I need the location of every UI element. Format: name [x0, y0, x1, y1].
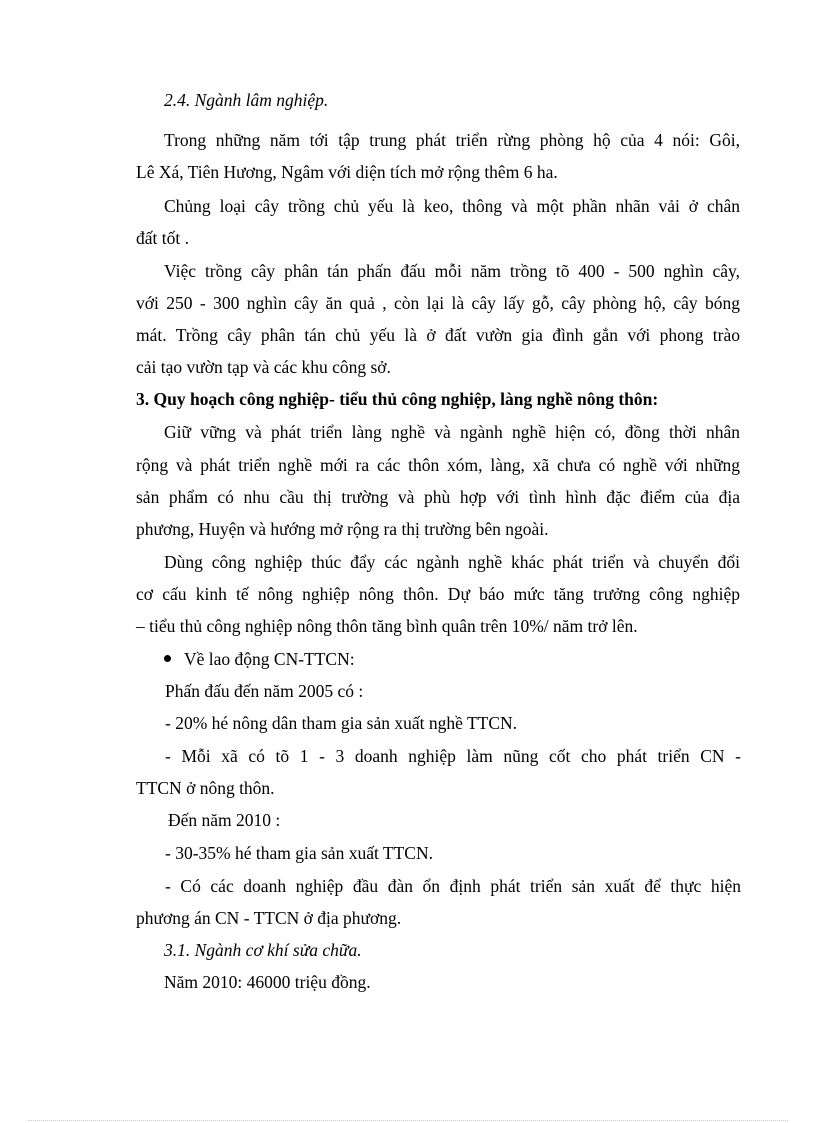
paragraph-line: Năm 2010: 46000 triệu đồng.: [164, 972, 371, 992]
section-heading-3-1: 3.1. Ngành cơ khí sửa chữa.: [164, 940, 362, 960]
dash-item: - 20% hé nông dân tham gia sản xuất nghề TTCN.: [165, 713, 518, 733]
footer-divider: [28, 1120, 788, 1121]
paragraph-line: cải tạo vườn tạp và các khu công sở.: [136, 357, 391, 377]
paragraph-line: Dùng công nghiệp thúc đẩy các ngành nghề khác phát triển và chuyển đổi: [164, 552, 740, 572]
section-heading-2-4: 2.4. Ngành lâm nghiệp.: [164, 90, 329, 110]
paragraph-line: sản phẩm có nhu cầu thị trường và phù hợp với tình hình đặc điểm của địa: [136, 487, 740, 507]
paragraph-line: rộng và phát triển nghề mới ra các thôn xóm, làng, xã chưa có nghề với những: [136, 455, 740, 475]
paragraph-line: – tiểu thủ công nghiệp nông thôn tăng bình quân trên 10%/ năm trở lên.: [136, 616, 638, 636]
paragraph-line: đất tốt .: [136, 228, 189, 248]
paragraph-line: mát. Trồng cây phân tán chủ yếu là ở đất vườn gia đình gắn với phong trào: [136, 325, 740, 345]
paragraph-line: TTCN ở nông thôn.: [136, 778, 275, 798]
paragraph-line: phương án CN - TTCN ở địa phương.: [136, 908, 402, 928]
paragraph-line: Giữ vững và phát triển làng nghề và ngành nghề hiện có, đồng thời nhân: [164, 422, 740, 442]
paragraph-line: cơ cấu kinh tế nông nghiệp nông thôn. Dự báo mức tăng trưởng công nghiệp: [136, 584, 740, 604]
paragraph-line: Trong những năm tới tập trung phát triển rừng phòng hộ của 4 nói: Gôi,: [164, 130, 740, 150]
paragraph-line: Đến năm 2010 :: [168, 810, 281, 830]
bullet-item: Về lao động CN-TTCN:: [184, 649, 355, 669]
dash-item: - 30-35% hé tham gia sản xuất TTCN.: [165, 843, 433, 863]
dash-item: - Có các doanh nghiệp đầu đàn ổn định phát triển sản xuất để thực hiện: [165, 876, 741, 896]
dash-item: - Mỗi xã có tõ 1 - 3 doanh nghiệp làm nũng cốt cho phát triển CN -: [165, 746, 741, 766]
paragraph-line: Phấn đấu đến năm 2005 có :: [165, 681, 364, 701]
section-heading-3: 3. Quy hoạch công nghiệp- tiểu thủ công nghiệp, làng nghề nông thôn:: [136, 389, 659, 409]
paragraph-line: Việc trồng cây phân tán phấn đấu mỗi năm trồng tõ 400 - 500 nghìn cây,: [164, 261, 740, 281]
paragraph-line: phương, Huyện và hướng mở rộng ra thị trường bên ngoài.: [136, 519, 549, 539]
paragraph-line: Chủng loại cây trồng chủ yếu là keo, thông và một phần nhãn vải ở chân: [164, 196, 740, 216]
bullet-dot-icon: [164, 655, 171, 662]
paragraph-line: Lê Xá, Tiên Hương, Ngâm với diện tích mở rộng thêm 6 ha.: [136, 162, 558, 182]
paragraph-line: với 250 - 300 nghìn cây ăn quả , còn lại là cây lấy gỗ, cây phòng hộ, cây bóng: [136, 293, 740, 313]
